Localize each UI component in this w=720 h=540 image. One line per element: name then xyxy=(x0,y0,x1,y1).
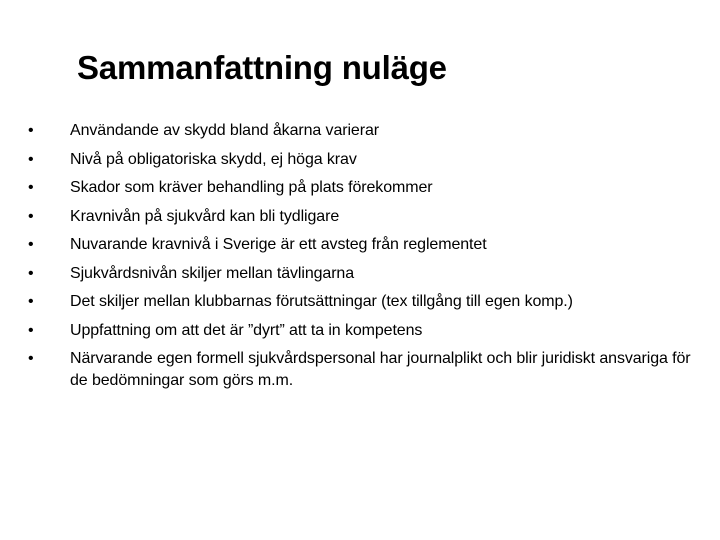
bullet-item xyxy=(28,345,698,392)
bullet-item xyxy=(28,174,698,203)
bullet-text: Nivå på obligatoriska skydd, ej höga krav xyxy=(70,150,357,168)
bullet-icon: • xyxy=(28,236,34,253)
bullet-icon: • xyxy=(28,293,34,310)
bullet-list xyxy=(28,117,698,392)
bullet-icon: • xyxy=(28,122,34,139)
bullet-text: Kravnivån på sjukvård kan bli tydligare xyxy=(70,207,340,225)
bullet-text: Närvarande egen formell sjukvårdspersonal har journalplikt och blir juridiskt ansvariga för de bedömningar som görs m.m. xyxy=(70,350,691,389)
bullet-text: Det skiljer mellan klubbarnas förutsättningar (tex tillgång till egen komp.) xyxy=(70,293,573,310)
bullet-text: Sjukvårdsnivån skiljer mellan tävlingarna xyxy=(70,264,355,282)
bullet-item xyxy=(28,317,698,346)
bullet-text: Skador som kräver behandling på plats förekommer xyxy=(70,179,433,196)
bullet-text: Nuvarande kravnivå i Sverige är ett avsteg från reglementet xyxy=(70,236,487,253)
bullet-icon: • xyxy=(28,207,34,225)
bullet-icon: • xyxy=(28,264,34,282)
bullet-icon: • xyxy=(28,150,34,168)
bullet-item xyxy=(28,288,698,317)
bullet-text: Användande av skydd bland åkarna varierar xyxy=(70,122,379,139)
bullet-item xyxy=(28,203,698,232)
bullet-icon: • xyxy=(28,179,34,196)
bullet-item xyxy=(28,231,698,260)
bullet-item xyxy=(28,117,698,146)
bullet-icon: • xyxy=(28,350,34,367)
bullet-item xyxy=(28,146,698,175)
bullet-icon: • xyxy=(28,321,34,339)
bullet-item xyxy=(28,260,698,289)
bullet-text: Uppfattning om att det är ”dyrt” att ta in kompetens xyxy=(70,321,423,339)
slide-title: Sammanfattning nuläge xyxy=(77,49,447,86)
